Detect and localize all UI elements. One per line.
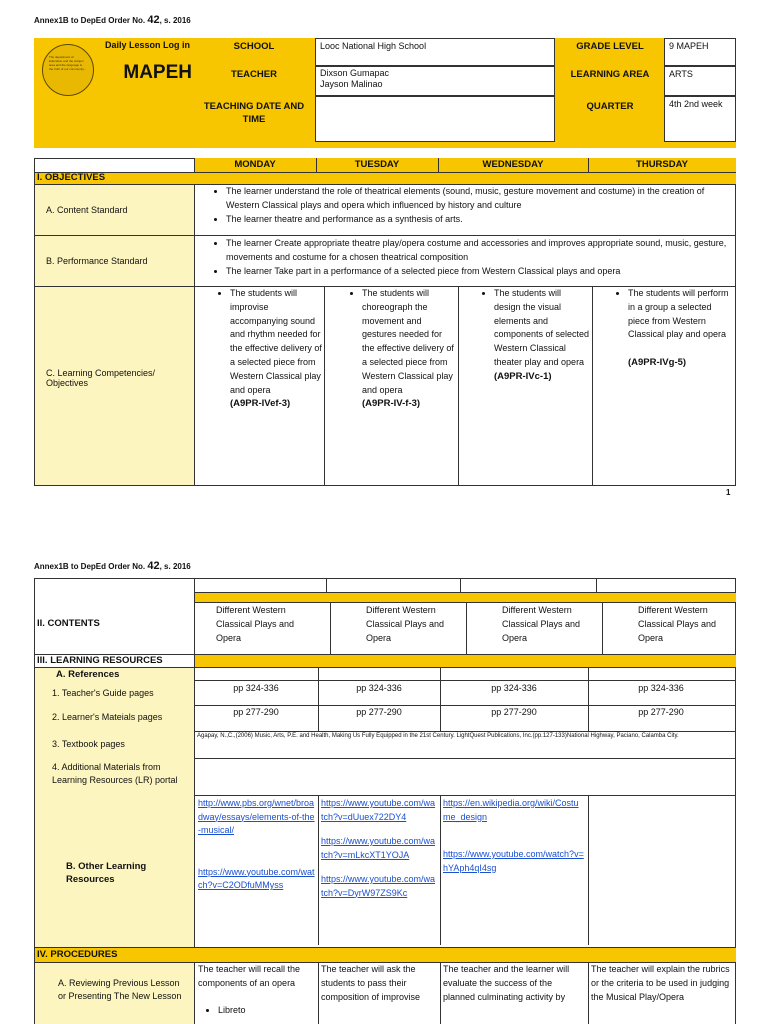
lm-label: 2. Learner's Mateials pages: [52, 712, 163, 722]
reviewing-wednesday: The teacher and the learner will evaluate the success of the planned culminating activity by: [443, 964, 570, 1002]
link-youtube-tue-3[interactable]: https://www.youtube.com/watch?v=DyrW97ZS9Kc: [321, 874, 436, 898]
tg-monday: pp 324-336: [233, 683, 279, 693]
reviewing-label: A. Reviewing Previous Lesson or Presenting The New Lesson: [58, 978, 182, 1001]
other-resources-label: B. Other Learning Resources: [66, 861, 147, 885]
tg-thursday: pp 324-336: [638, 683, 684, 693]
links-tuesday: [321, 797, 437, 900]
school-value-cell: Looc National High School: [315, 38, 555, 66]
lm-monday: pp 277-290: [233, 707, 279, 717]
textbook-label: 3. Textbook pages: [52, 739, 125, 749]
grade-level-label: GRADE LEVEL: [576, 41, 644, 52]
contents-title: II. CONTENTS: [37, 618, 100, 629]
objectives-row: [35, 173, 736, 184]
contents-tuesday: Different Western Classical Plays and Opera: [366, 605, 445, 643]
quarter-label: QUARTER: [586, 101, 634, 112]
link-wikipedia[interactable]: https://en.wikipedia.org/wiki/Costume_design: [443, 798, 579, 822]
learning-area-label: LEARNING AREA: [570, 69, 650, 80]
resources-yellow-strip: [195, 655, 736, 667]
quarter-value: 4th 2nd week: [664, 96, 736, 142]
annex-header-2: Annex1B to DepEd Order No. 42, s. 2016: [34, 560, 191, 572]
contents-thursday: Different Western Classical Plays and Opera: [638, 605, 717, 643]
procedures-title: IV. PROCEDURES: [37, 949, 118, 960]
competency-tuesday: • The students will choreograph the movement and gestures needed for the effective delivery of a selected piece from Western Classical play and opera (A9PR-IV-f-3): [326, 287, 456, 411]
textbook-citation: Agapay, N.,C.,(2006) Music, Arts, P.E. and Health, Making Us Fully Equipped in the 21st Century. LightQuest Publications, Inc.(pp.127-133)National Highway, Paciano, Calamba City.: [197, 733, 679, 739]
contents-yellow-strip: [195, 592, 736, 602]
deped-logo: The department of Education and the subject area and the language is the truth of our community...: [42, 44, 94, 96]
link-youtube-wed[interactable]: https://www.youtube.com/watch?v=hYAph4qI4sg: [443, 849, 584, 873]
grade-level-value: 9 MAPEH: [664, 38, 736, 66]
link-youtube-mon[interactable]: https://www.youtube.com/watch?v=C2ODfuMMyss: [198, 866, 315, 890]
objectives-title: I. OBJECTIVES: [37, 172, 106, 183]
teacher-label: TEACHER: [231, 69, 277, 80]
label-column-2: [35, 668, 194, 948]
school-label: SCHOOL: [233, 41, 275, 52]
link-youtube-tue-2[interactable]: https://www.youtube.com/watch?v=mLkcXT1YOJA: [321, 836, 436, 860]
competencies-label: C. Learning Competencies/ Objectives: [46, 368, 156, 388]
reviewing-tuesday: The teacher will ask the students to pass their composition of improvise: [321, 964, 421, 1002]
competency-thursday: • The students will perform in a group a selected piece from Western Classical play and opera (A9PR-IVg-5): [594, 287, 734, 370]
performance-standard: • The learner Create appropriate theatre play/opera costume and accessories and improves appropriate sound, music, gesture, movements and costume for a chosen theatrical composition • The learner Take part in a performance of a selected piece from Western Classical plays and opera: [196, 237, 736, 278]
reviewing-monday: The teacher will recall the components of an opera • Libreto: [198, 963, 314, 1017]
label-column: [35, 185, 194, 485]
annex-header: Annex1B to DepEd Order No. 42, s. 2016: [34, 14, 191, 26]
resources-title: III. LEARNING RESOURCES: [37, 655, 163, 666]
competency-wednesday: • The students will design the visual elements and components of selected Western Classical theater play and opera (A9PR-IVc-1): [460, 287, 590, 384]
content-standard-label: A. Content Standard: [46, 205, 128, 215]
dll-title: Daily Lesson Log in: [104, 40, 190, 50]
reviewing-thursday: The teacher will explain the rubrics or the criteria to be used in judging the Musical Play/Opera: [591, 964, 730, 1002]
tg-label: 1. Teacher's Guide pages: [52, 688, 154, 698]
content-standard: • The learner understand the role of theatrical elements (sound, music, gesture movement and costume) in the creation of Western Classical plays and opera which influenced by history and culture • The learner theatre and performance as a synthesis of arts.: [196, 185, 736, 226]
links-wednesday: [443, 797, 585, 875]
day-tuesday: TUESDAY: [354, 159, 400, 170]
tg-tuesday: pp 324-336: [356, 683, 402, 693]
references-label: A. References: [56, 669, 120, 680]
contents-monday: Different Western Classical Plays and Opera: [216, 605, 295, 643]
competency-monday: • The students will improvise accompanying sound and rhythm needed for the effective delivery of a selected piece from Western Classical play and opera (A9PR-IVef-3): [196, 287, 322, 411]
teacher-value-cell: Dixson Gumapac Jayson Malinao: [315, 66, 555, 96]
procedures-row: [35, 948, 736, 962]
page-number: 1: [726, 488, 731, 497]
lm-tuesday: pp 277-290: [356, 707, 402, 717]
day-monday: MONDAY: [234, 159, 276, 170]
lm-thursday: pp 277-290: [638, 707, 684, 717]
tg-wednesday: pp 324-336: [491, 683, 537, 693]
subject-title: MAPEH: [123, 62, 192, 83]
additional-materials-label: 4. Additional Materials from Learning Resources (LR) portal: [52, 762, 178, 785]
link-youtube-tue-1[interactable]: https://www.youtube.com/watch?v=dUuex722DY4: [321, 798, 436, 822]
teaching-date-value-cell: [315, 96, 555, 142]
day-thursday: THURSDAY: [636, 159, 688, 170]
learning-area-value: ARTS: [664, 66, 736, 96]
day-wednesday: WEDNESDAY: [482, 159, 544, 170]
lm-wednesday: pp 277-290: [491, 707, 537, 717]
contents-wednesday: Different Western Classical Plays and Opera: [502, 605, 581, 643]
teaching-date-label: TEACHING DATE AND TIME: [203, 101, 305, 125]
performance-standard-label: B. Performance Standard: [46, 256, 148, 266]
links-monday: [198, 797, 316, 893]
link-pbs[interactable]: http://www.pbs.org/wnet/broadway/essays/elements-of-the-musical/: [198, 798, 315, 835]
